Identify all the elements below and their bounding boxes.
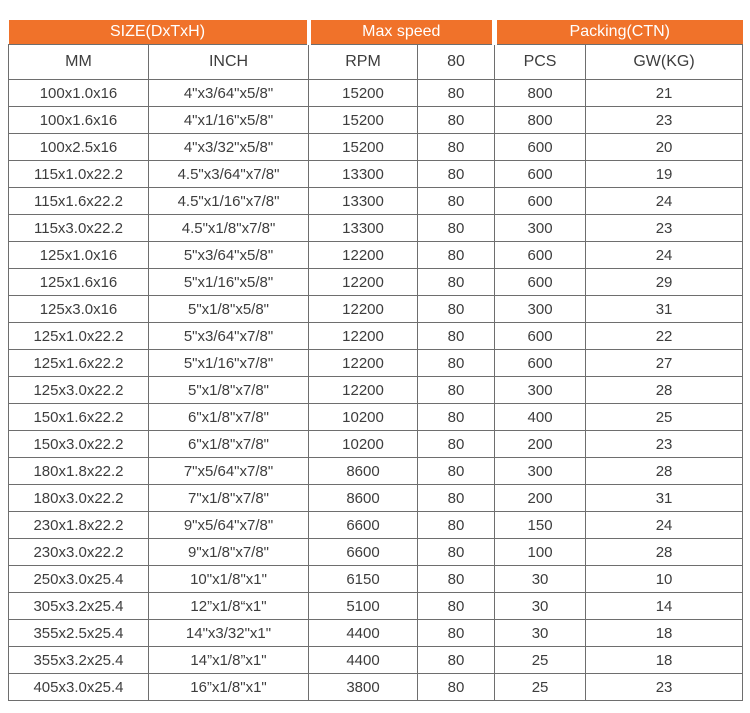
cell-gw-kg: 28: [586, 458, 743, 485]
cell-rpm: 15200: [309, 80, 418, 107]
cell-pcs: 600: [495, 134, 586, 161]
cell-rpm: 10200: [309, 404, 418, 431]
cell-pcs: 25: [495, 647, 586, 674]
group-header-max-speed: Max speed: [309, 20, 495, 45]
cell-rpm: 12200: [309, 242, 418, 269]
cell-gw-kg: 18: [586, 647, 743, 674]
cell-inch: 12”x1/8“x1": [149, 593, 309, 620]
cell-gw-kg: 27: [586, 350, 743, 377]
cell-pcs: 600: [495, 323, 586, 350]
cell-pcs: 300: [495, 458, 586, 485]
cell-speed-ms: 80: [418, 107, 495, 134]
cell-inch: 14”x1/8”x1": [149, 647, 309, 674]
cell-inch: 9"x1/8"x7/8": [149, 539, 309, 566]
cell-rpm: 3800: [309, 674, 418, 701]
spec-table-body: [9, 80, 743, 701]
table-row: [9, 539, 743, 566]
table-row: [9, 431, 743, 458]
cell-inch: 9"x5/64"x7/8": [149, 512, 309, 539]
cell-mm: 355x2.5x25.4: [9, 620, 149, 647]
cell-pcs: 600: [495, 350, 586, 377]
table-row: [9, 350, 743, 377]
cell-speed-ms: 80: [418, 377, 495, 404]
cell-gw-kg: 23: [586, 431, 743, 458]
table-row: [9, 647, 743, 674]
cell-mm: 405x3.0x25.4: [9, 674, 149, 701]
table-row: [9, 458, 743, 485]
cell-speed-ms: 80: [418, 620, 495, 647]
cell-speed-ms: 80: [418, 296, 495, 323]
cell-gw-kg: 21: [586, 80, 743, 107]
cell-pcs: 300: [495, 377, 586, 404]
cell-gw-kg: 18: [586, 620, 743, 647]
column-header-mm: MM: [9, 45, 149, 80]
cell-pcs: 300: [495, 296, 586, 323]
cell-mm: 100x1.0x16: [9, 80, 149, 107]
cell-gw-kg: 28: [586, 377, 743, 404]
cell-pcs: 300: [495, 215, 586, 242]
table-row: [9, 215, 743, 242]
cell-rpm: 8600: [309, 458, 418, 485]
table-row: [9, 566, 743, 593]
cell-pcs: 150: [495, 512, 586, 539]
table-row: [9, 377, 743, 404]
cell-pcs: 600: [495, 269, 586, 296]
table-row: [9, 269, 743, 296]
cell-speed-ms: 80: [418, 242, 495, 269]
cell-speed-ms: 80: [418, 539, 495, 566]
cell-gw-kg: 23: [586, 674, 743, 701]
column-header-row: [9, 45, 743, 80]
cell-mm: 115x1.0x22.2: [9, 161, 149, 188]
cell-mm: 100x2.5x16: [9, 134, 149, 161]
cell-rpm: 13300: [309, 161, 418, 188]
cell-pcs: 25: [495, 674, 586, 701]
cell-gw-kg: 24: [586, 188, 743, 215]
cell-gw-kg: 29: [586, 269, 743, 296]
group-header-packing: Packing(CTN): [495, 20, 743, 45]
cell-mm: 150x3.0x22.2: [9, 431, 149, 458]
cell-speed-ms: 80: [418, 566, 495, 593]
cell-mm: 125x1.0x22.2: [9, 323, 149, 350]
cell-pcs: 200: [495, 431, 586, 458]
cell-inch: 10"x1/8"x1": [149, 566, 309, 593]
cell-mm: 250x3.0x25.4: [9, 566, 149, 593]
cell-mm: 230x3.0x22.2: [9, 539, 149, 566]
cell-rpm: 15200: [309, 134, 418, 161]
cell-speed-ms: 80: [418, 269, 495, 296]
cell-rpm: 12200: [309, 269, 418, 296]
cell-speed-ms: 80: [418, 674, 495, 701]
table-row: [9, 242, 743, 269]
cell-pcs: 600: [495, 161, 586, 188]
cell-gw-kg: 28: [586, 539, 743, 566]
cell-mm: 355x3.2x25.4: [9, 647, 149, 674]
cell-mm: 230x1.8x22.2: [9, 512, 149, 539]
cell-gw-kg: 23: [586, 215, 743, 242]
cell-pcs: 800: [495, 80, 586, 107]
cell-inch: 5"x1/8"x7/8": [149, 377, 309, 404]
cell-rpm: 12200: [309, 377, 418, 404]
cell-speed-ms: 80: [418, 350, 495, 377]
cell-gw-kg: 10: [586, 566, 743, 593]
table-row: [9, 323, 743, 350]
column-header-gw-kg: GW(KG): [586, 45, 743, 80]
cell-gw-kg: 23: [586, 107, 743, 134]
cell-speed-ms: 80: [418, 80, 495, 107]
cell-gw-kg: 14: [586, 593, 743, 620]
cell-inch: 5"x1/16"x5/8": [149, 269, 309, 296]
cell-inch: 4.5"x1/8"x7/8": [149, 215, 309, 242]
cell-speed-ms: 80: [418, 485, 495, 512]
group-header-size: SIZE(DxTxH): [9, 20, 309, 45]
cell-gw-kg: 19: [586, 161, 743, 188]
cell-rpm: 15200: [309, 107, 418, 134]
cell-mm: 305x3.2x25.4: [9, 593, 149, 620]
cell-mm: 125x3.0x16: [9, 296, 149, 323]
cell-speed-ms: 80: [418, 161, 495, 188]
cell-pcs: 30: [495, 566, 586, 593]
cell-inch: 14"x3/32"x1": [149, 620, 309, 647]
table-row: [9, 188, 743, 215]
cell-gw-kg: 24: [586, 242, 743, 269]
cell-speed-ms: 80: [418, 404, 495, 431]
cell-rpm: 6150: [309, 566, 418, 593]
cell-mm: 180x1.8x22.2: [9, 458, 149, 485]
cell-speed-ms: 80: [418, 215, 495, 242]
cell-pcs: 400: [495, 404, 586, 431]
table-row: [9, 404, 743, 431]
column-header-80: 80: [418, 45, 495, 80]
cell-pcs: 600: [495, 188, 586, 215]
cell-inch: 6"x1/8"x7/8": [149, 404, 309, 431]
cell-pcs: 600: [495, 242, 586, 269]
cell-speed-ms: 80: [418, 647, 495, 674]
cell-mm: 125x3.0x22.2: [9, 377, 149, 404]
spec-table: [8, 20, 743, 701]
table-row: [9, 674, 743, 701]
cell-inch: 6"x1/8"x7/8": [149, 431, 309, 458]
cell-inch: 7"x5/64"x7/8": [149, 458, 309, 485]
table-row: [9, 620, 743, 647]
cell-mm: 115x3.0x22.2: [9, 215, 149, 242]
table-row: [9, 485, 743, 512]
cell-speed-ms: 80: [418, 458, 495, 485]
spec-table-head: [9, 20, 743, 80]
cell-speed-ms: 80: [418, 188, 495, 215]
cell-gw-kg: 24: [586, 512, 743, 539]
cell-rpm: 12200: [309, 350, 418, 377]
cell-pcs: 100: [495, 539, 586, 566]
cell-mm: 180x3.0x22.2: [9, 485, 149, 512]
cell-rpm: 6600: [309, 512, 418, 539]
cell-pcs: 30: [495, 620, 586, 647]
cell-mm: 115x1.6x22.2: [9, 188, 149, 215]
cell-speed-ms: 80: [418, 593, 495, 620]
cell-speed-ms: 80: [418, 512, 495, 539]
cell-gw-kg: 31: [586, 485, 743, 512]
cell-inch: 5"x3/64"x7/8": [149, 323, 309, 350]
table-row: [9, 512, 743, 539]
column-header-pcs: PCS: [495, 45, 586, 80]
cell-rpm: 6600: [309, 539, 418, 566]
cell-pcs: 200: [495, 485, 586, 512]
cell-rpm: 12200: [309, 323, 418, 350]
cell-rpm: 12200: [309, 296, 418, 323]
cell-mm: 125x1.0x16: [9, 242, 149, 269]
cell-gw-kg: 20: [586, 134, 743, 161]
cell-rpm: 5100: [309, 593, 418, 620]
group-header-row: [9, 20, 743, 45]
cell-rpm: 4400: [309, 647, 418, 674]
table-row: [9, 107, 743, 134]
cell-mm: 125x1.6x16: [9, 269, 149, 296]
cell-rpm: 4400: [309, 620, 418, 647]
table-row: [9, 80, 743, 107]
cell-speed-ms: 80: [418, 323, 495, 350]
column-header-inch: INCH: [149, 45, 309, 80]
cell-rpm: 10200: [309, 431, 418, 458]
column-header-rpm: RPM: [309, 45, 418, 80]
cell-rpm: 13300: [309, 215, 418, 242]
cell-pcs: 800: [495, 107, 586, 134]
cell-inch: 5"x1/8"x5/8": [149, 296, 309, 323]
table-row: [9, 134, 743, 161]
cell-speed-ms: 80: [418, 134, 495, 161]
table-row: [9, 296, 743, 323]
cell-mm: 150x1.6x22.2: [9, 404, 149, 431]
cell-inch: 5"x1/16"x7/8": [149, 350, 309, 377]
cell-inch: 5"x3/64"x5/8": [149, 242, 309, 269]
cell-speed-ms: 80: [418, 431, 495, 458]
cell-mm: 100x1.6x16: [9, 107, 149, 134]
cell-inch: 4.5"x3/64"x7/8": [149, 161, 309, 188]
cell-inch: 7"x1/8"x7/8": [149, 485, 309, 512]
cell-gw-kg: 25: [586, 404, 743, 431]
cell-gw-kg: 31: [586, 296, 743, 323]
cell-inch: 4"x3/32"x5/8": [149, 134, 309, 161]
cell-inch: 4"x1/16"x5/8": [149, 107, 309, 134]
cell-rpm: 8600: [309, 485, 418, 512]
cell-inch: 16”x1/8"x1": [149, 674, 309, 701]
cell-gw-kg: 22: [586, 323, 743, 350]
cell-inch: 4.5"x1/16"x7/8": [149, 188, 309, 215]
table-row: [9, 161, 743, 188]
cell-pcs: 30: [495, 593, 586, 620]
cell-mm: 125x1.6x22.2: [9, 350, 149, 377]
table-row: [9, 593, 743, 620]
cell-inch: 4"x3/64"x5/8": [149, 80, 309, 107]
cell-rpm: 13300: [309, 188, 418, 215]
